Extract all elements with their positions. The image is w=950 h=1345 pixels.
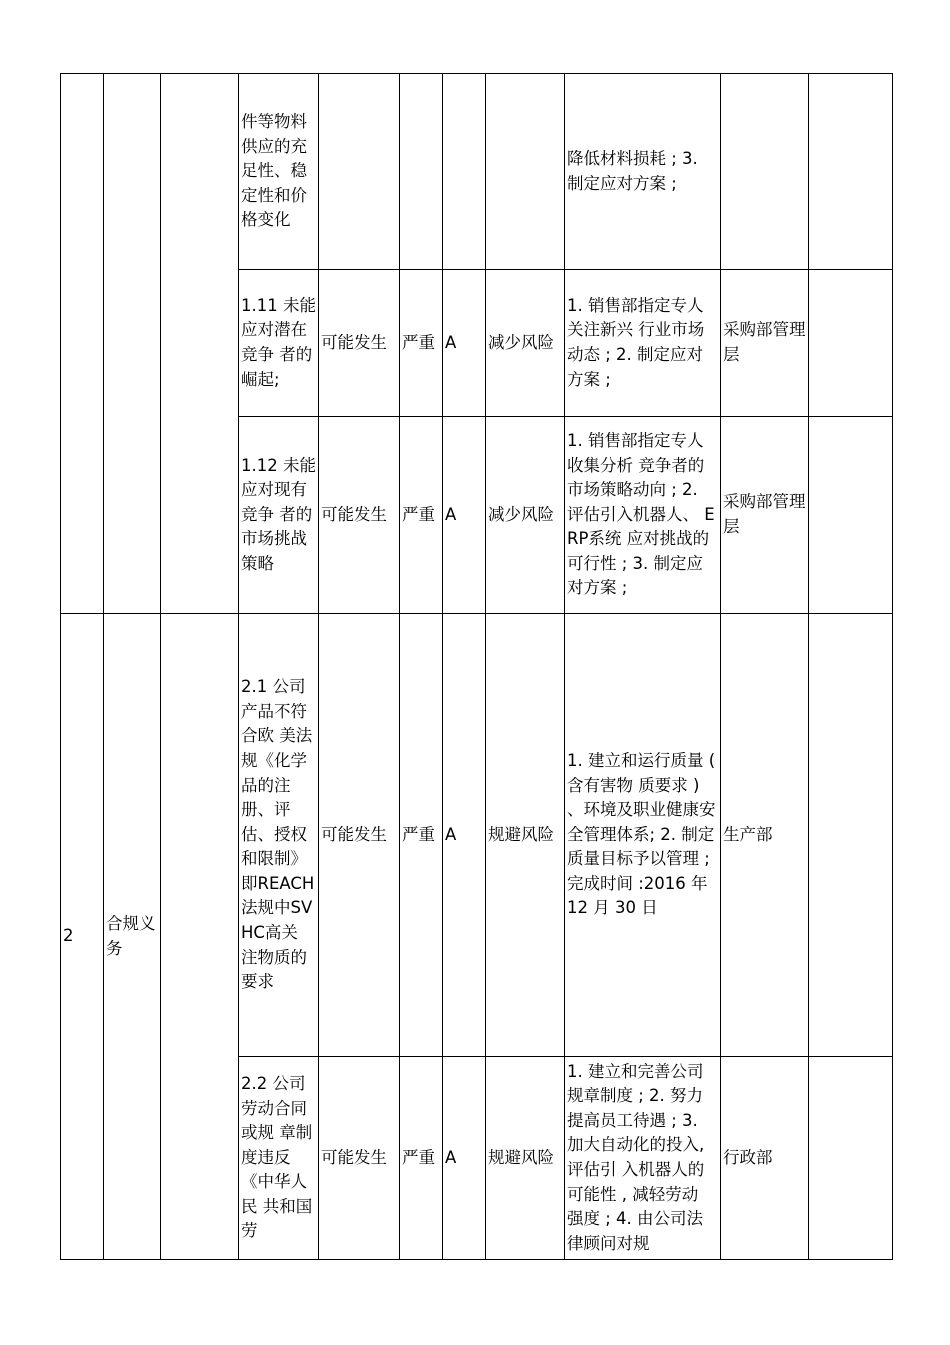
risk-description: 2.1 公司产品不符合欧 美法规《化学品的注册、评估、授权和限制》即REACH法规中SVHC高关 注物质的要求 bbox=[239, 614, 319, 1057]
measures-cell: 1. 销售部指定专人收集分析 竞争者的市场策略动向 ; 2. 评估引入机器人、 ERP系统 应对挑战的可行性 ; 3. 制定应对方案 ; bbox=[565, 417, 721, 614]
severity-cell: 严重 bbox=[400, 1057, 443, 1260]
possibility-cell: 可能发生 bbox=[319, 270, 400, 417]
remarks-cell bbox=[809, 74, 893, 270]
risk-description: 件等物料供应的充足性、稳定性和价 格变化 bbox=[239, 74, 319, 270]
possibility-cell: 可能发生 bbox=[319, 614, 400, 1057]
number-cell bbox=[61, 74, 104, 614]
blank-cell bbox=[161, 614, 239, 1260]
table-row bbox=[61, 614, 893, 1057]
department-cell: 生产部 bbox=[721, 614, 809, 1057]
strategy-cell: 规避风险 bbox=[486, 1057, 565, 1260]
remarks-cell bbox=[809, 417, 893, 614]
risk-register-table bbox=[60, 73, 893, 1260]
possibility-cell: 可能发生 bbox=[319, 417, 400, 614]
remarks-cell bbox=[809, 1057, 893, 1260]
measures-cell: 1. 销售部指定专人关注新兴 行业市场动态 ; 2. 制定应对方案 ; bbox=[565, 270, 721, 417]
remarks-cell bbox=[809, 270, 893, 417]
possibility-cell: 可能发生 bbox=[319, 1057, 400, 1260]
category-cell bbox=[104, 74, 161, 614]
risk-description: 1.12 未能应对现有竞争 者的市场挑战策略 bbox=[239, 417, 319, 614]
level-cell: A bbox=[443, 417, 486, 614]
measures-cell: 1. 建立和运行质量 ( 含有害物 质要求 ) 、环境及职业健康安 全管理体系; 2. 制定质量目标予以管理 ; 完成时间 :2016 年 12 月 30 日 bbox=[565, 614, 721, 1057]
severity-cell bbox=[400, 74, 443, 270]
department-cell: 行政部 bbox=[721, 1057, 809, 1260]
risk-description: 1.11 未能应对潜在竞争 者的崛起; bbox=[239, 270, 319, 417]
severity-cell: 严重 bbox=[400, 614, 443, 1057]
department-cell bbox=[721, 74, 809, 270]
number-cell: 2 bbox=[61, 614, 104, 1260]
possibility-cell bbox=[319, 74, 400, 270]
level-cell: A bbox=[443, 614, 486, 1057]
severity-cell: 严重 bbox=[400, 417, 443, 614]
remarks-cell bbox=[809, 614, 893, 1057]
category-cell: 合规义务 bbox=[104, 614, 161, 1260]
measures-cell: 1. 建立和完善公司规章制度 ; 2. 努力提高员工待遇 ; 3. 加大自动化的投入, 评估引 入机器人的可能性 , 减轻劳动 强度 ; 4. 由公司法律顾问对规 bbox=[565, 1057, 721, 1260]
level-cell: A bbox=[443, 1057, 486, 1260]
risk-description: 2.2 公司劳动合同或规 章制度违反《中华人民 共和国劳 bbox=[239, 1057, 319, 1260]
blank-cell bbox=[161, 74, 239, 614]
level-cell: A bbox=[443, 270, 486, 417]
table-row bbox=[61, 74, 893, 270]
strategy-cell: 规避风险 bbox=[486, 614, 565, 1057]
strategy-cell: 减少风险 bbox=[486, 417, 565, 614]
department-cell: 采购部管理层 bbox=[721, 417, 809, 614]
severity-cell: 严重 bbox=[400, 270, 443, 417]
measures-cell: 降低材料损耗 ; 3. 制定应对方案 ; bbox=[565, 74, 721, 270]
strategy-cell bbox=[486, 74, 565, 270]
level-cell bbox=[443, 74, 486, 270]
department-cell: 采购部管理层 bbox=[721, 270, 809, 417]
strategy-cell: 减少风险 bbox=[486, 270, 565, 417]
